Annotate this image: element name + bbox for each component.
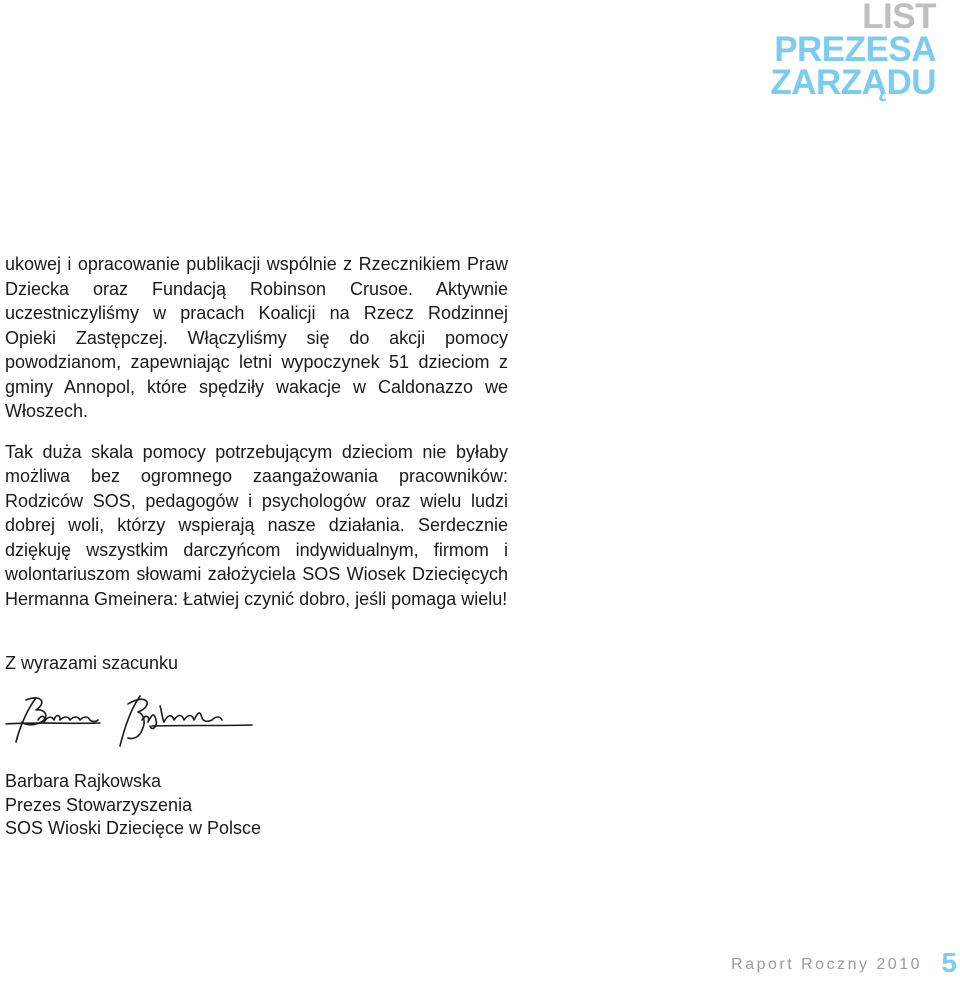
signatory-name: Barbara Rajkowska: [5, 771, 162, 791]
report-label: Raport Roczny 2010: [731, 956, 922, 973]
signatory-organization: SOS Wioski Dziecięce w Polsce: [5, 818, 262, 838]
heading-line-list: LIST: [862, 0, 936, 36]
heading-line-prezesa: PREZESA: [774, 30, 936, 69]
closing-salutation: Z wyrazami szacunku: [5, 653, 179, 673]
letter-body: [5, 252, 508, 611]
heading-line-zarzadu: ZARZĄDU: [770, 63, 936, 102]
signature-block: [5, 770, 261, 841]
page-footer: [660, 941, 960, 981]
letter-paragraph-1: ukowej i opracowanie publikacji wspólnie z Rzecznikiem Praw Dziecka oraz Fundacją Robinson Crusoe. Aktywnie uczestniczyliśmy w pracach Koalicji na Rzecz Rodzinnej Opieki Zastępczej. Włączyliśmy się do akcji pomocy powodzianom, zapewniając letni wypoczynek 51 dzieciom z gminy Annopol, które spędziły wakacje w Caldonazzo we Włoszech.: [5, 254, 508, 421]
signatory-title: Prezes Stowarzyszenia: [5, 794, 193, 815]
handwritten-signature: [2, 686, 262, 752]
page-heading: [770, 0, 936, 102]
page-number: 5: [941, 947, 957, 978]
letter-paragraph-2: Tak duża skala pomocy potrzebującym dzieciom nie byłaby możliwa bez ogromnego zaangażowania pracowników: Rodziców SOS, pedagogów i psychologów oraz wielu ludzi dobrej woli, którzy wspierają nasze działania. Serdecznie dziękuję wszystkim darczyńcom indywidualnym, firmom i wolontariuszom słowami założyciela SOS Wiosek Dziecięcych Hermanna Gmeinera: Łatwiej czynić dobro, jeśli pomaga wielu!: [5, 441, 508, 609]
